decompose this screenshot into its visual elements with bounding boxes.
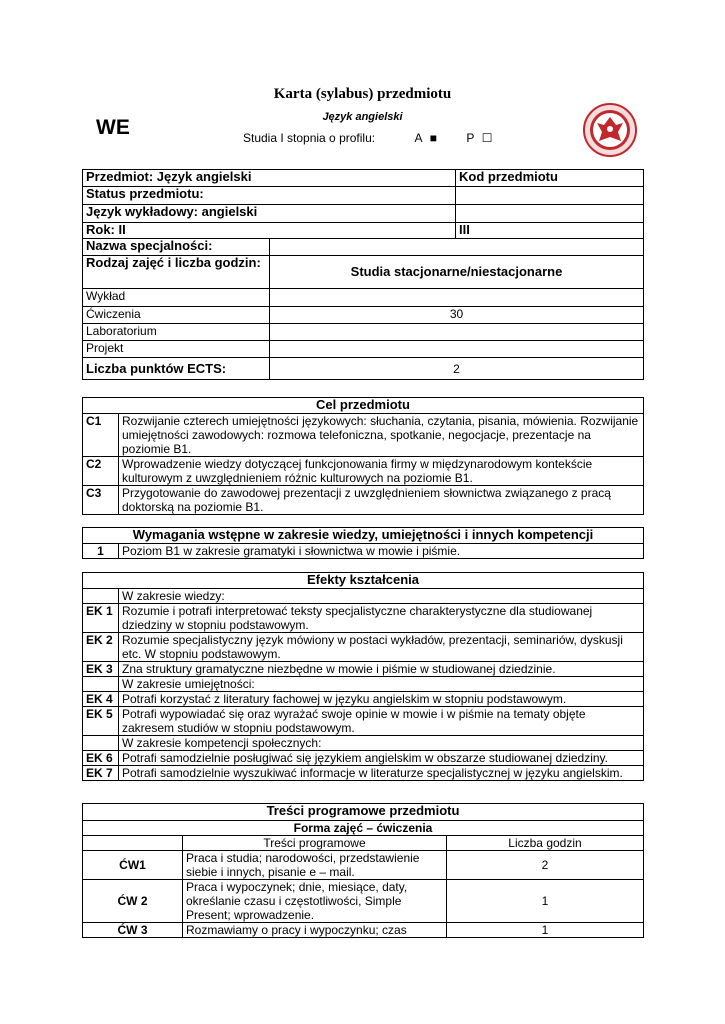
outcome-text: Potrafi korzystać z literatury fachowej w języku angielskim w stopniu podstawowym. [119, 692, 644, 707]
study-mode-label: Studia stacjonarne/niestacjonarne [270, 256, 644, 289]
row-value [270, 341, 644, 358]
outcome-code [83, 589, 119, 604]
content-column-header: Treści programowe [183, 836, 447, 851]
row-label: Ćwiczenia [83, 307, 270, 324]
outcome-text: W zakresie wiedzy: [119, 589, 644, 604]
subject-name: Przedmiot: Język angielski [83, 170, 456, 187]
specialization-value [270, 239, 644, 256]
outcome-code: EK 5 [83, 707, 119, 736]
unit-code: WE [96, 116, 130, 139]
prerequisite-text: Poziom B1 w zakresie gramatyki i słownictwa w mowie i piśmie. [119, 544, 644, 559]
empty-header-cell [83, 836, 183, 851]
outcome-code: EK 1 [83, 604, 119, 633]
goal-text: Rozwijanie czterech umiejętności językowych: słuchania, czytania, pisania, mówienia. Rozwijanie umiejętności zawodowych: rozmowa telefoniczna, spotkanie, negocjacje, prezentacje na poziomie B1. [119, 414, 644, 457]
row-value: 30 [270, 307, 644, 324]
goals-table [82, 397, 644, 515]
outcome-code [83, 736, 119, 751]
specialization-label: Nazwa specjalności: [83, 239, 270, 256]
university-logo-icon [583, 103, 637, 157]
profile-line [243, 131, 493, 145]
ects-value: 2 [270, 358, 644, 380]
outcome-code: EK 7 [83, 766, 119, 781]
hours-column-header: Liczba godzin [447, 836, 644, 851]
goal-code: C3 [83, 486, 119, 515]
program-content-table [82, 803, 644, 938]
outcomes-table [82, 572, 644, 781]
row-value [270, 289, 644, 307]
goal-text: Przygotowanie do zawodowej prezentacji z uwzględnieniem słownictwa związanego z pracą doktorską na poziomie B1. [119, 486, 644, 515]
subject-subtitle: Język angielski [322, 111, 403, 123]
goal-code: C1 [83, 414, 119, 457]
row-label: Projekt [83, 341, 270, 358]
outcome-text: Potrafi samodzielnie wyszukiwać informacje w literaturze specjalistycznej w języku angielskim. [119, 766, 644, 781]
profile-p-checkbox: ☐ [481, 131, 493, 145]
outcomes-heading: Efekty kształcenia [83, 573, 644, 589]
session-content: Praca i studia; narodowości, przedstawienie siebie i innych, pisanie e – mail. [183, 851, 447, 880]
outcome-text: Zna struktury gramatyczne niezbędne w mowie i piśmie w studiowanej dziedzinie. [119, 662, 644, 677]
session-code: ĆW 3 [83, 923, 183, 938]
session-hours: 1 [447, 880, 644, 923]
document-title: Karta (sylabus) przedmiotu [273, 86, 452, 102]
session-code: ĆW 2 [83, 880, 183, 923]
course-code-label: Kod przedmiotu [456, 170, 644, 187]
outcome-text: Potrafi wypowiadać się oraz wyrażać swoje opinie w mowie i w piśmie na tematy objęte zakresem studiów w stopniu podstawowym. [119, 707, 644, 736]
outcome-text: W zakresie kompetencji społecznych: [119, 736, 644, 751]
profile-label: Studia I stopnia o profilu: [243, 131, 376, 145]
ects-label: Liczba punktów ECTS: [83, 358, 270, 380]
outcome-text: Rozumie specjalistyczny język mówiony w postaci wykładów, prezentacji, seminariów, dyskusji etc. W stopniu podstawowym. [119, 633, 644, 662]
profile-p-label: P [466, 131, 475, 145]
goal-code: C2 [83, 457, 119, 486]
session-content: Rozmawiamy o pracy i wypoczynku; czas [183, 923, 447, 938]
class-form-heading: Forma zajęć – ćwiczenia [83, 821, 644, 836]
profile-a-label: A [414, 131, 423, 145]
session-hours: 2 [447, 851, 644, 880]
outcome-code: EK 6 [83, 751, 119, 766]
outcome-text: Rozumie i potrafi interpretować teksty specjalistyczne charakterystyczne dla studiowanej dziedziny w stopniu podstawowym. [119, 604, 644, 633]
session-content: Praca i wypoczynek; dnie, miesiące, daty, określanie czasu i częstotliwości, Simple Present; wprowadzenie. [183, 880, 447, 923]
outcome-code [83, 677, 119, 692]
goal-text: Wprowadzenie wiedzy dotyczącej funkcjonowania firmy w międzynarodowym kontekście kulturowym z uwzględnieniem różnic kulturowych na poziomie B1. [119, 457, 644, 486]
row-label: Wykład [83, 289, 270, 307]
language-value [456, 205, 644, 223]
session-hours: 1 [447, 923, 644, 938]
status-label: Status przedmiotu: [83, 187, 456, 205]
outcome-code: EK 2 [83, 633, 119, 662]
status-value [456, 187, 644, 205]
year-label: Rok: II [83, 223, 456, 239]
language-label: Język wykładowy: angielski [83, 205, 456, 223]
course-info-table [82, 169, 644, 380]
semester-value: III [456, 223, 644, 239]
outcome-code: EK 4 [83, 692, 119, 707]
prerequisites-table [82, 527, 644, 559]
outcome-text: W zakresie umiejętności: [119, 677, 644, 692]
program-heading: Treści programowe przedmiotu [83, 804, 644, 821]
row-label: Laboratorium [83, 324, 270, 341]
prerequisites-heading: Wymagania wstępne w zakresie wiedzy, umiejętności i innych kompetencji [83, 528, 644, 544]
outcome-text: Potrafi samodzielnie posługiwać się językiem angielskim w obszarze studiowanej dziedziny. [119, 751, 644, 766]
goals-heading: Cel przedmiotu [83, 398, 644, 414]
row-value [270, 324, 644, 341]
outcome-code: EK 3 [83, 662, 119, 677]
profile-a-checkbox: ■ [429, 131, 438, 145]
class-type-label: Rodzaj zajęć i liczba godzin: [83, 256, 270, 289]
session-code: ĆW1 [83, 851, 183, 880]
prerequisite-code: 1 [83, 544, 119, 559]
